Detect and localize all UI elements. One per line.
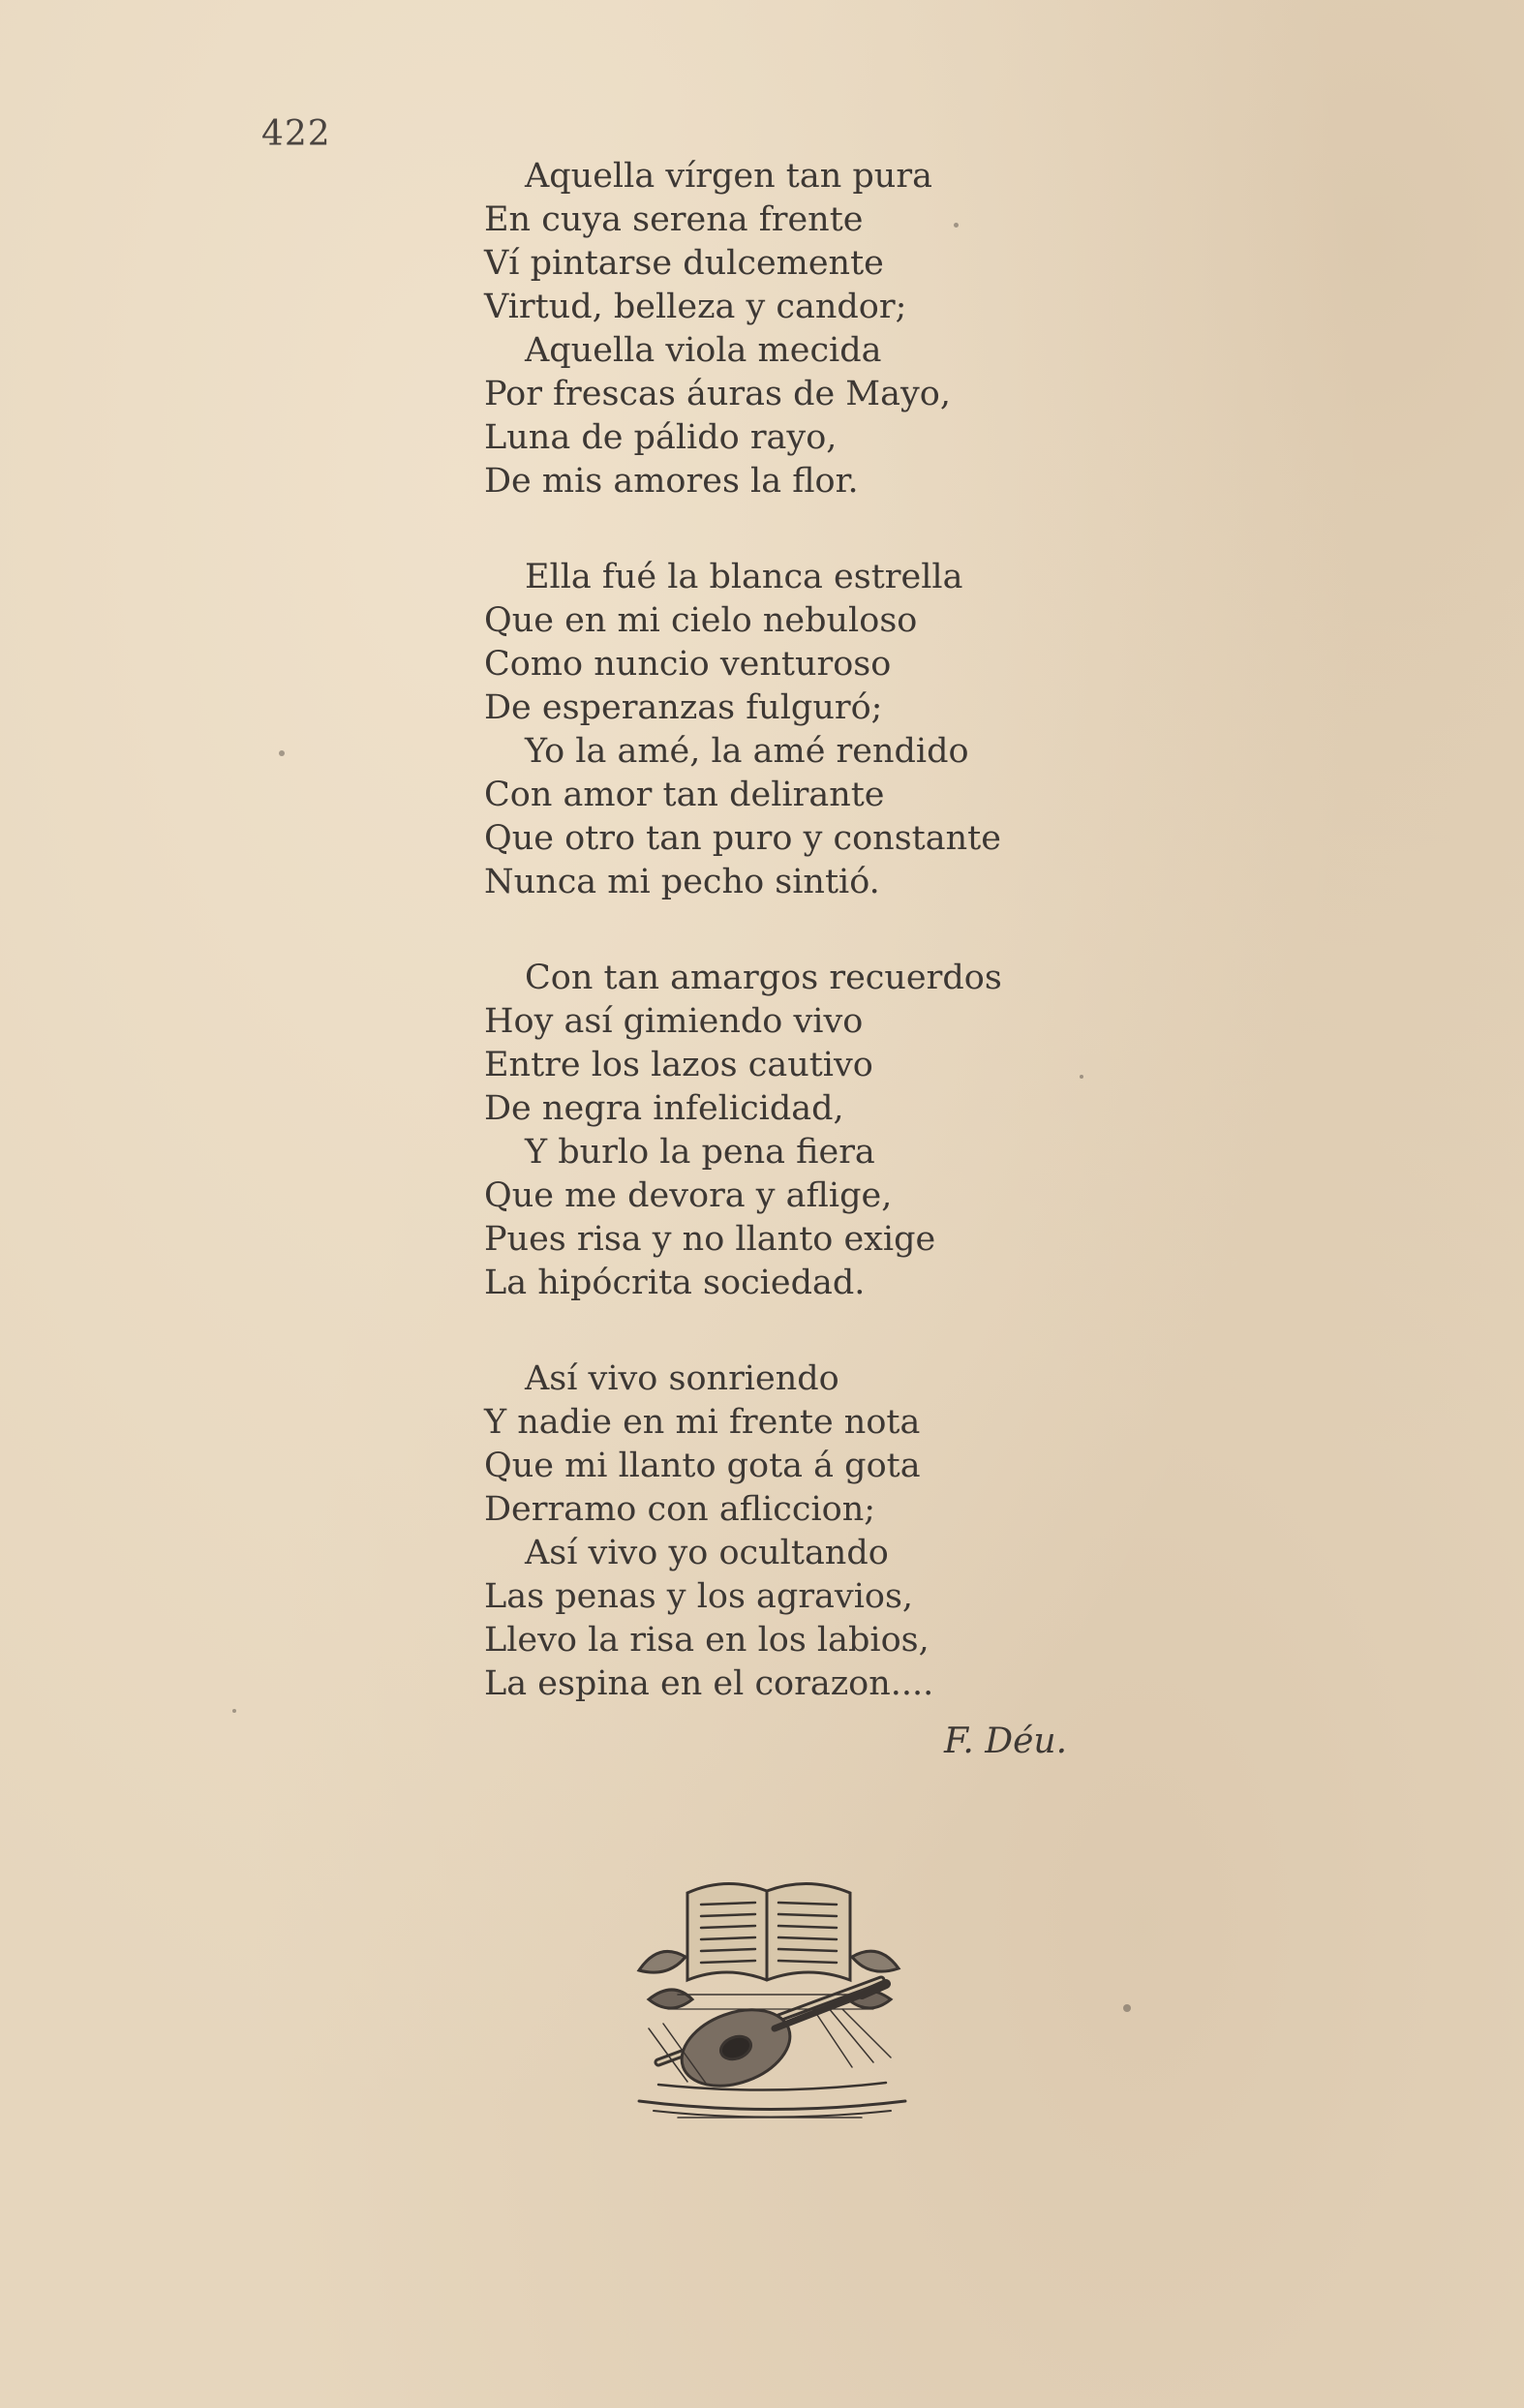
paper-speck	[1080, 1075, 1083, 1079]
poem	[484, 155, 1084, 1758]
poem-line: De negra infelicidad,	[484, 1089, 844, 1128]
author-signature: F. Déu.	[944, 1722, 1068, 1761]
poem-line: Hoy así gimiendo vivo	[484, 1002, 864, 1041]
poem-line: Luna de pálido rayo,	[484, 418, 838, 457]
page-number: 422	[261, 114, 331, 154]
poem-line: Virtud, belleza y candor;	[484, 288, 907, 326]
stanza-2	[484, 556, 1084, 904]
poem-line: Aquella viola mecida	[525, 331, 882, 370]
poem-line: Las penas y los agravios,	[484, 1577, 914, 1616]
poem-line: Pues risa y no llanto exige	[484, 1220, 936, 1259]
stanza-3	[484, 957, 1084, 1305]
poem-line: Por frescas áuras de Mayo,	[484, 375, 951, 413]
poem-line: Y burlo la pena fiera	[525, 1133, 875, 1172]
poem-line: En cuya serena frente	[484, 200, 864, 239]
poem-line: Ví pintarse dulcemente	[484, 244, 884, 283]
poem-line: Así vivo sonriendo	[525, 1359, 839, 1398]
stanza-4	[484, 1357, 1084, 1706]
poem-line: Con amor tan delirante	[484, 776, 885, 814]
paper-speck	[1123, 2004, 1131, 2012]
poem-line: Con tan amargos recuerdos	[525, 959, 1002, 997]
poem-line: Aquella vírgen tan pura	[525, 157, 932, 196]
paper-speck	[279, 750, 285, 756]
poem-line: Así vivo yo ocultando	[525, 1534, 889, 1572]
paper-speck	[232, 1709, 236, 1713]
paper-speck	[954, 223, 959, 228]
poem-line: La espina en el corazon....	[484, 1664, 934, 1703]
stanza-1	[484, 155, 1084, 503]
poem-line: Que en mi cielo nebuloso	[484, 601, 918, 640]
poem-line: De mis amores la flor.	[484, 462, 859, 501]
poem-line: Entre los lazos cautivo	[484, 1046, 873, 1084]
poem-line: Llevo la risa en los labios,	[484, 1621, 930, 1660]
poem-line: Que mi llanto gota á gota	[484, 1447, 921, 1485]
poem-line: La hipócrita sociedad.	[484, 1264, 866, 1302]
book-and-mandolin-ornament-icon	[620, 1864, 920, 2125]
poem-line: Y nadie en mi frente nota	[484, 1403, 921, 1442]
poem-line: Que otro tan puro y constante	[484, 819, 1001, 858]
poem-line: Que me devora y aflige,	[484, 1176, 893, 1215]
poem-line: Como nuncio venturoso	[484, 645, 892, 684]
poem-line: De esperanzas fulguró;	[484, 688, 883, 727]
poem-line: Nunca mi pecho sintió.	[484, 863, 880, 901]
poem-line: Yo la amé, la amé rendido	[525, 732, 969, 771]
poem-line: Derramo con afliccion;	[484, 1490, 876, 1529]
poem-line: Ella fué la blanca estrella	[525, 558, 963, 596]
